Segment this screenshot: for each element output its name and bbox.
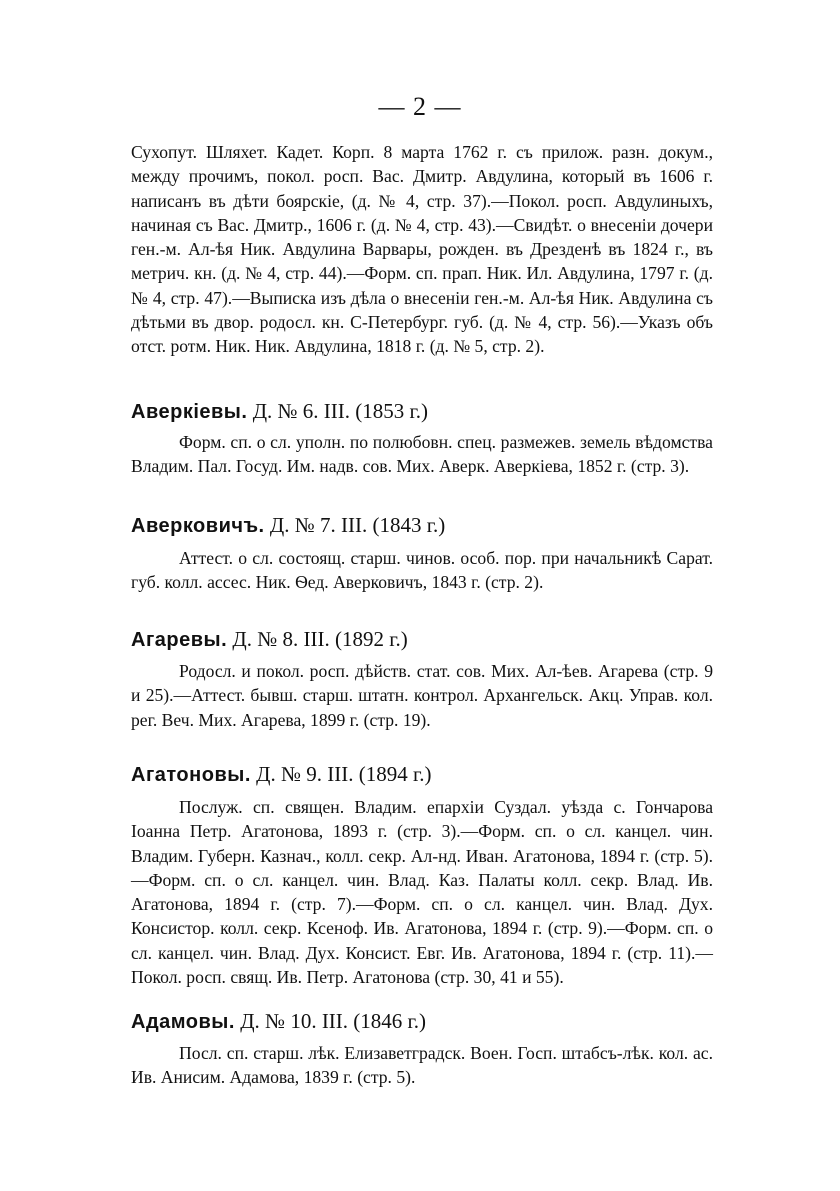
entry-text-averkievy: Форм. сп. о сл. уполн. по полюбовн. спец. размежев. земель вѣдомства Владим. Пал. Госуд. Им. надв. сов. Мих. Аверк. Аверкіева, 1852 г. (стр. 3). (131, 432, 713, 477)
case-reference: Д. № 6. III. (1853 г.) (252, 399, 429, 423)
family-name: Адамовы. (131, 1011, 235, 1033)
entry-heading-adamovy (131, 1008, 731, 1035)
entry-heading-agarevy (131, 626, 731, 653)
case-reference: Д. № 10. III. (1846 г.) (240, 1009, 427, 1033)
entry-text-averkovich: Аттест. о сл. состоящ. старш. чинов. особ. пор. при начальникѣ Сарат. губ. колл. ассес. Ник. Ѳед. Аверковичъ, 1843 г. (стр. 2). (131, 548, 713, 593)
family-name: Аверковичъ. (131, 515, 265, 537)
family-name: Аверкіевы. (131, 401, 248, 423)
family-name: Агаревы. (131, 629, 228, 651)
page-number: — 2 — (378, 92, 462, 121)
case-reference: Д. № 8. III. (1892 г.) (232, 627, 408, 651)
entry-heading-averkievy (131, 398, 731, 425)
case-reference: Д. № 7. III. (1843 г.) (269, 513, 446, 537)
continuation-paragraph: Сухопут. Шляхет. Кадет. Корп. 8 марта 1762 г. съ прилож. разн. докум., между прочимъ, покол. росп. Вас. Дмитр. Авдулина, который въ 1606 г. написанъ въ дѣти боярскіе, (д. № 4, стр. 37).—Покол. росп. Авдулиныхъ, начиная съ Вас. Дмитр., 1606 г. (д. № 4, стр. 43).—Свидѣт. о внесеніи дочери ген.-м. Ал-ѣя Ник. Авдулина Варвары, рожден. въ Дрезденѣ въ 1824 г., въ метрич. кн. (д. № 4, стр. 44).—Форм. сп. прап. Ник. Ил. Авдулина, 1797 г. (д. № 4, стр. 47).—Выписка изъ дѣла о внесеніи ген.-м. Ал-ѣя Ник. Авдулина съ дѣтьми въ двор. родосл. кн. С-Петербург. губ. (д. № 4, стр. 56).—Указъ объ отст. ротм. Ник. Ник. Авдулина, 1818 г. (д. № 5, стр. 2). (131, 142, 713, 357)
case-reference: Д. № 9. III. (1894 г.) (256, 762, 432, 786)
family-name: Агатоновы. (131, 764, 251, 786)
entry-text-agatonovy: Послуж. сп. священ. Владим. епархіи Суздал. уѣзда с. Гончарова Іоанна Петр. Агатонова, 1893 г. (стр. 3).—Форм. сп. о сл. канцел. чин. Владим. Губерн. Казнач., колл. секр. Ал-нд. Иван. Агатонова, 1894 г. (стр. 5).—Форм. сп. о сл. канцел. чин. Влад. Каз. Палаты колл. секр. Влад. Ив. Агатонова, 1894 г. (стр. 7).—Форм. сп. о сл. канцел. чин. Влад. Дух. Консистор. колл. секр. Ксеноф. Ив. Агатонова, 1894 г. (стр. 9).—Форм. сп. о сл. канцел. чин. Влад. Дух. Консист. Евг. Ив. Агатонова, 1894 г. (стр. 11).—Покол. росп. свящ. Ив. Петр. Агатонова (стр. 30, 41 и 55). (131, 797, 713, 988)
entry-heading-averkovich (131, 512, 731, 539)
entry-text-adamovy: Посл. сп. старш. лѣк. Елизаветградск. Воен. Госп. штабсъ-лѣк. кол. ас. Ив. Анисим. Адамова, 1839 г. (стр. 5). (131, 1043, 713, 1088)
entry-text-agarevy: Родосл. и покол. росп. дѣйств. стат. сов. Мих. Ал-ѣев. Агарева (стр. 9 и 25).—Аттест. бывш. старш. штатн. контрол. Архангельск. Акц. Управ. кол. рег. Веч. Мих. Агарева, 1899 г. (стр. 19). (131, 661, 713, 730)
entry-heading-agatonovy (131, 761, 731, 788)
